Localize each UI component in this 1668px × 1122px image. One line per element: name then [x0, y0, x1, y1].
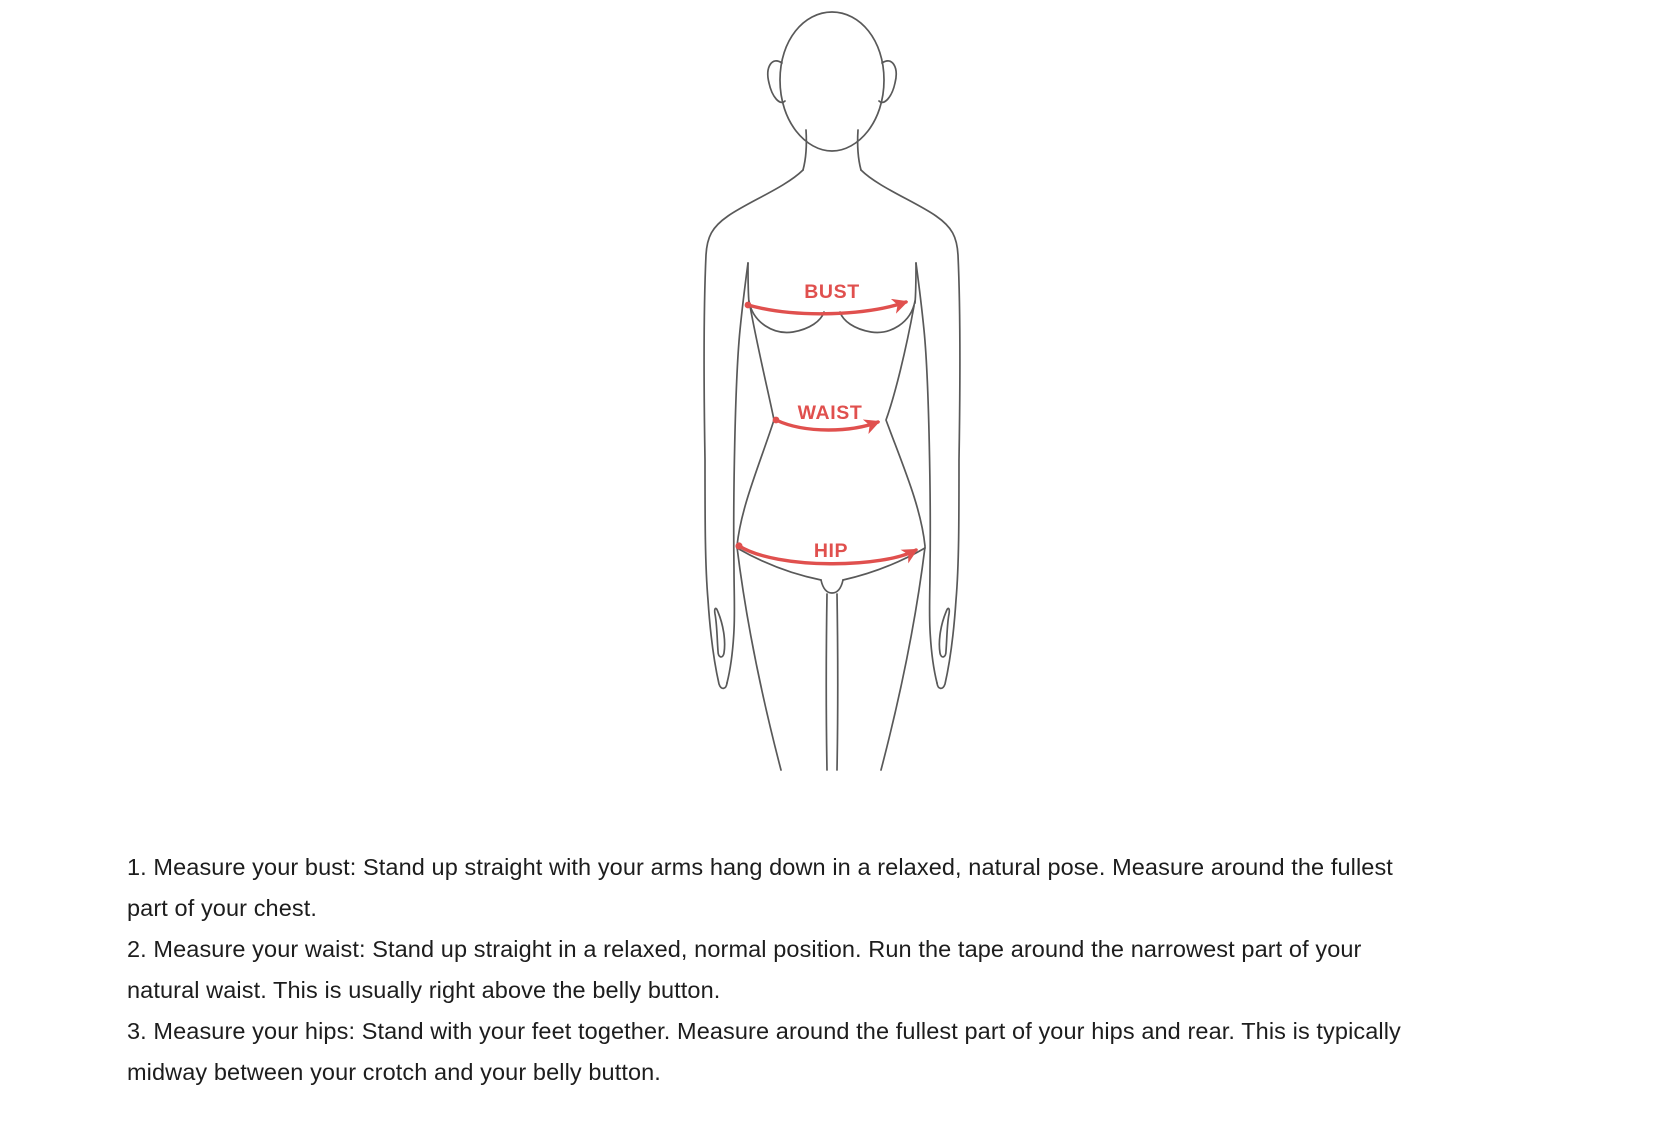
instruction-2-line-1: 2. Measure your waist: Stand up straight in a relaxed, normal position. Run the tape around the narrowest part of your [127, 936, 1362, 962]
right-thumb-outline [939, 608, 949, 657]
neck-left-line [803, 130, 806, 170]
waist-label: WAIST [797, 402, 863, 424]
hip-label: HIP [813, 540, 849, 562]
left-arm-inner-outline [727, 263, 748, 683]
left-shoulder-arm-outline [704, 170, 803, 688]
instruction-2-line-2: natural waist. This is usually right above the belly button. [127, 977, 721, 1003]
left-thumb-outline [715, 608, 725, 657]
left-ear-outline [768, 61, 785, 103]
inner-leg-right-line [837, 594, 838, 770]
neck-right-line [858, 130, 861, 170]
right-armpit-line [915, 263, 916, 303]
instruction-1-line-1: 1. Measure your bust: Stand up straight with your arms hang down in a relaxed, natural pose. Measure around the fullest [127, 854, 1393, 880]
measurement-instructions [127, 847, 1637, 1093]
figure-outline [704, 12, 960, 770]
left-torso-side [737, 306, 774, 546]
right-ear-outline [879, 61, 896, 103]
right-leg-outline [881, 547, 925, 770]
instruction-1-line-2: part of your chest. [127, 895, 317, 921]
crotch-curve [821, 580, 843, 593]
right-torso-side [886, 306, 925, 546]
left-bust-curve [749, 301, 824, 332]
instruction-3-line-2: midway between your crotch and your belly button. [127, 1059, 661, 1085]
right-bust-curve [840, 301, 915, 332]
left-leg-outline [737, 547, 781, 770]
right-shoulder-arm-outline [861, 170, 960, 688]
bust-arrow [748, 302, 906, 314]
inner-leg-left-line [826, 594, 827, 770]
bust-label: BUST [804, 281, 860, 303]
left-armpit-line [748, 263, 749, 303]
head-outline [780, 12, 884, 151]
instruction-3-line-1: 3. Measure your hips: Stand with your feet together. Measure around the fullest part of your hips and rear. This is typically [127, 1018, 1401, 1044]
right-arm-inner-outline [916, 263, 937, 683]
